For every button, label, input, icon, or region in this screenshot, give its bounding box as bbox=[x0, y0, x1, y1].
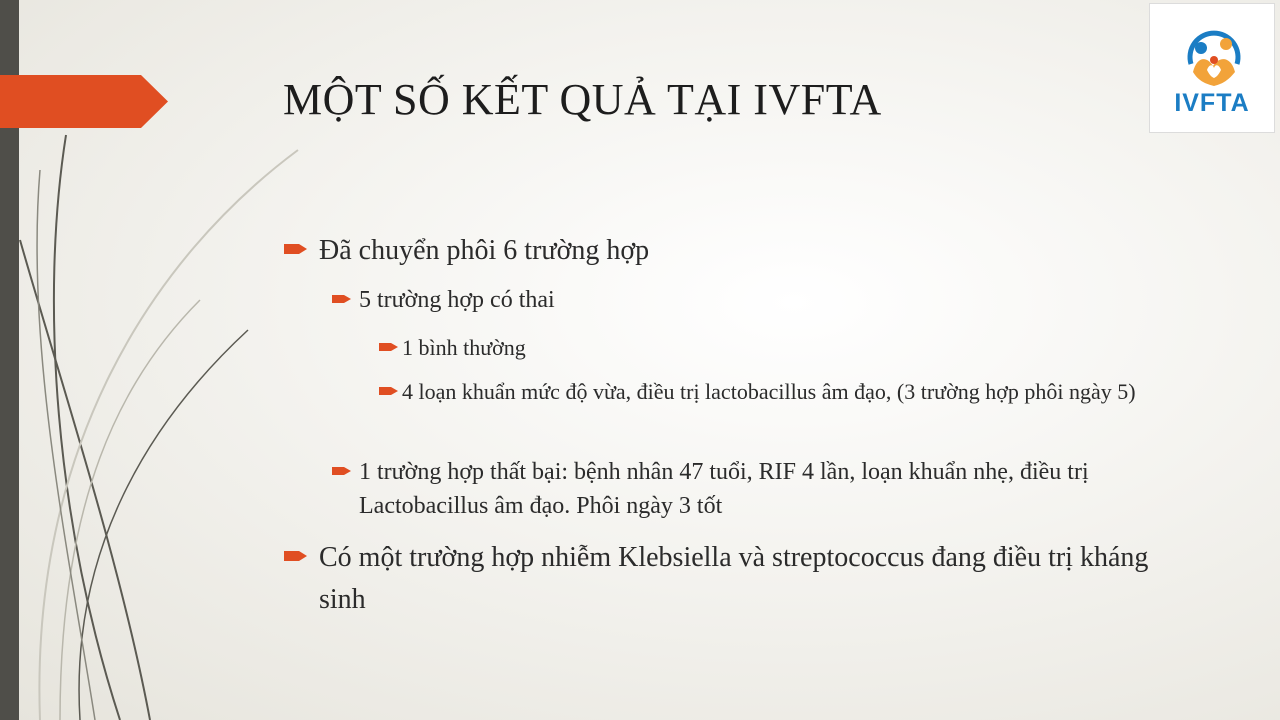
bullet-item bbox=[331, 283, 1181, 317]
bullet-item bbox=[283, 537, 1183, 621]
ivfta-logo bbox=[1149, 3, 1275, 133]
bullet-text: 1 trường hợp thất bại: bệnh nhân 47 tuổi, RIF 4 lần, loạn khuẩn nhẹ, điều trị Lactobacillus âm đạo. Phôi ngày 3 tốt bbox=[359, 459, 1089, 519]
bullet-item bbox=[378, 376, 1168, 407]
logo-text: IVFTA bbox=[1174, 89, 1250, 117]
slide-title: MỘT SỐ KẾT QUẢ TẠI IVFTA bbox=[283, 75, 882, 124]
bullet-item bbox=[378, 332, 1168, 363]
bullet-text: 1 bình thường bbox=[402, 335, 526, 360]
bullet-text: Có một trường hợp nhiễm Klebsiella và streptococcus đang điều trị kháng sinh bbox=[319, 542, 1149, 615]
arrow-bullet-icon bbox=[283, 548, 309, 564]
arrow-bullet-icon bbox=[331, 292, 353, 306]
arrow-bullet-icon bbox=[331, 464, 353, 478]
bullet-text: 4 loạn khuẩn mức độ vừa, điều trị lactobacillus âm đạo, (3 trường hợp phôi ngày 5) bbox=[402, 379, 1136, 404]
bullet-item bbox=[283, 230, 1183, 272]
bullet-text: Đã chuyển phôi 6 trường hợp bbox=[319, 235, 650, 266]
arrow-bullet-icon bbox=[378, 340, 400, 354]
bullet-text: 5 trường hợp có thai bbox=[359, 287, 555, 313]
bullet-item bbox=[331, 455, 1171, 523]
family-heart-logo-icon bbox=[1183, 26, 1245, 88]
title-accent-tab bbox=[0, 75, 168, 128]
arrow-bullet-icon bbox=[283, 241, 309, 257]
arrow-bullet-icon bbox=[378, 384, 400, 398]
